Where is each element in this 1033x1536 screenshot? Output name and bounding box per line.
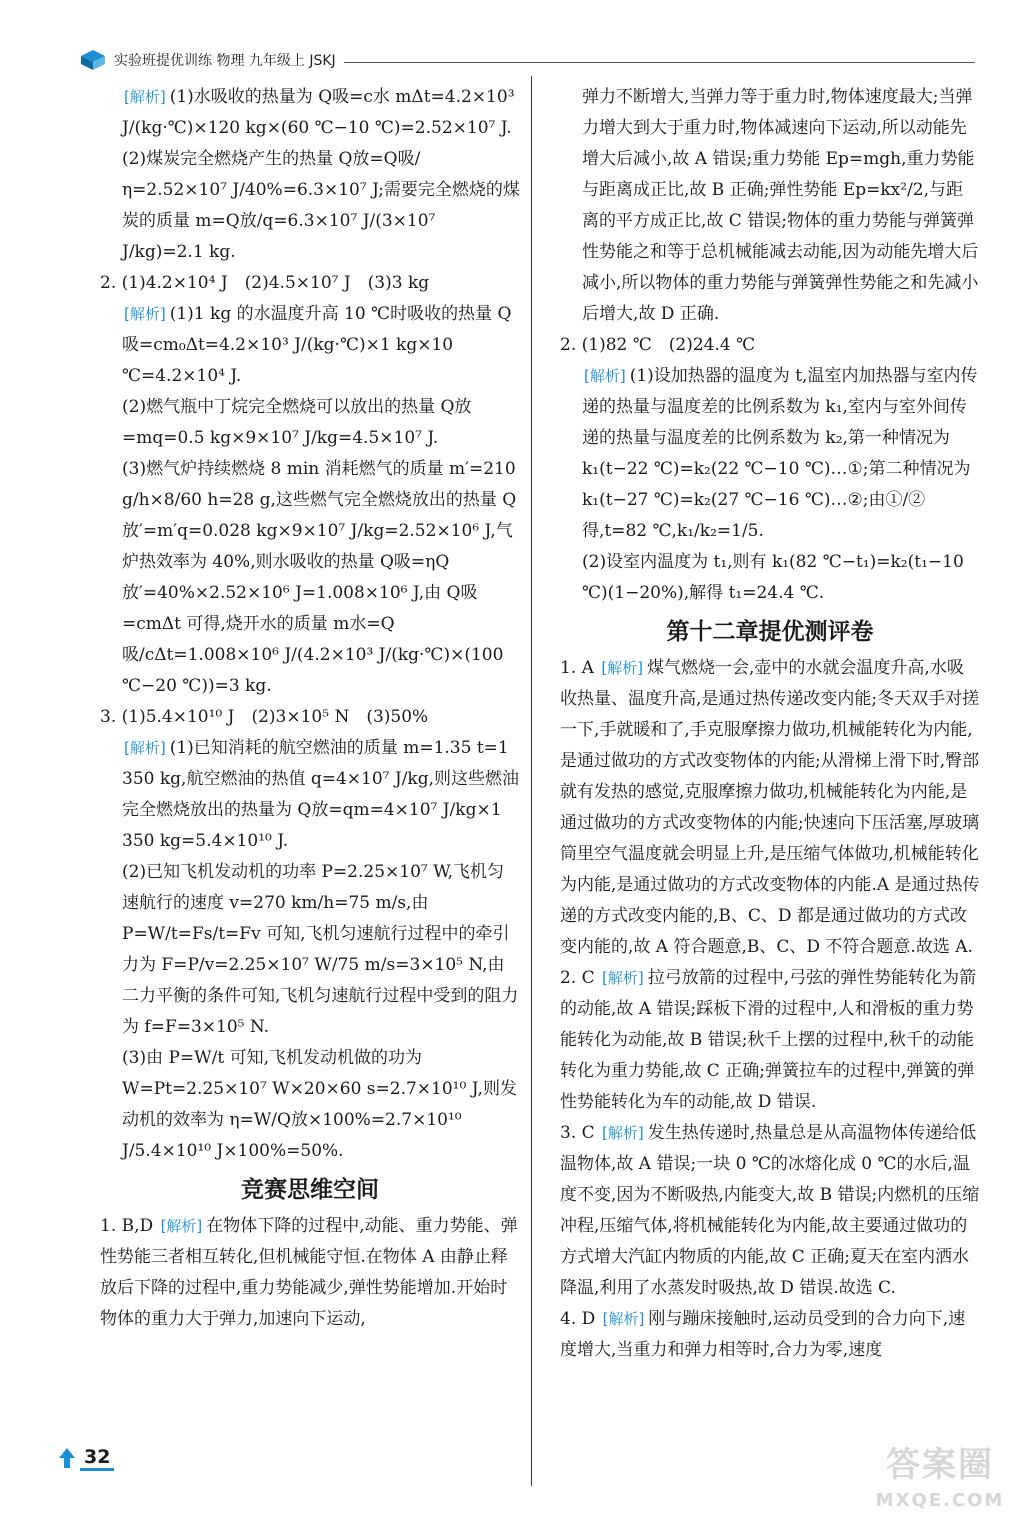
analysis-tag: [解析]: [584, 367, 626, 385]
analysis-tag: [解析]: [124, 305, 166, 323]
left-column: [100, 82, 520, 1335]
answer-paragraph: [100, 144, 520, 268]
question-number: 2.: [100, 273, 122, 293]
answer-paragraph: [100, 1043, 520, 1167]
answer-paragraph: [100, 82, 520, 144]
answer-paragraph: [560, 361, 980, 547]
answer-paragraph: [100, 268, 520, 299]
paragraph-text: 在物体下降的过程中,动能、重力势能、弹性势能三者相互转化,但机械能守恒.在物体 A 由静止释放后下降的过程中,重力势能减少,弹性势能增加.开始时物体的重力大于弹力,加速向下运动,: [100, 1216, 518, 1329]
paragraph-text: 弹力不断增大,当弹力等于重力时,物体速度最大;当弹力增大到大于重力时,物体减速向下运动,所以动能先增大后减小,故 A 错误;重力势能 Ep=mgh,重力势能与距离成正比,故 B 正确;弹性势能 Ep=kx²/2,与距离的平方成正比,故 C 错误;物体的重力势能与弹簧弹性势能之和等于总机械能减去动能,因为动能先增大后减小,所以物体的重力势能与弹簧弹性势能之和先减小后增大,故 D 正确.: [582, 87, 979, 324]
paragraph-text: 发生热传递时,热量总是从高温物体传递给低温物体,故 A 错误;一块 0 ℃的冰熔化成 0 ℃的水后,温度不变,因为不断吸热,内能变大,故 B 错误;内燃机的压缩冲程,压缩气体,将机械能转化为内能,故主要通过做功的方式增大汽缸内物质的内能,故 C 正确;夏天在室内洒水降温,利用了水蒸发时吸热,故 D 错误.故选 C.: [560, 1123, 980, 1298]
analysis-tag: [解析]: [602, 969, 644, 987]
question-number: 4. D: [560, 1309, 601, 1329]
paragraph-text: (1)5.4×10¹⁰ J (2)3×10⁵ N (3)50%: [121, 707, 429, 727]
answer-paragraph: [100, 702, 520, 733]
paragraph-text: 拉弓放箭的过程中,弓弦的弹性势能转化为箭的动能,故 A 错误;踩板下滑的过程中,人和滑板的重力势能转化为动能,故 B 错误;秋千上摆的过程中,秋千的动能转化为重力势能,故 C 正确;弹簧拉车的过程中,弹簧的弹性势能转化为车的动能,故 D 错误.: [560, 968, 977, 1112]
page-footer: [58, 1442, 114, 1474]
paragraph-text: (1)水吸收的热量为 Q吸=c水 mΔt=4.2×10³ J/(kg·℃)×120 kg×(60 ℃−10 ℃)=2.52×10⁷ J.: [122, 87, 515, 138]
answer-paragraph: [100, 733, 520, 857]
question-number: 2. C: [560, 968, 601, 988]
answer-paragraph: [560, 1304, 980, 1366]
answer-paragraph: [560, 82, 980, 330]
answer-paragraph: [100, 1211, 520, 1335]
watermark-site: MXQE.COM: [875, 1490, 1005, 1511]
paragraph-text: (1)已知消耗的航空燃油的质量 m=1.35 t=1 350 kg,航空燃油的热值 q=4×10⁷ J/kg,则这些燃油完全燃烧放出的热量为 Q放=qm=4×10⁷ J/kg×1 350 kg=5.4×10¹⁰ J.: [122, 738, 520, 851]
analysis-tag: [解析]: [124, 88, 166, 106]
answer-paragraph: [100, 857, 520, 1043]
page-header: [80, 48, 975, 72]
up-arrow-icon: [58, 1447, 76, 1469]
answer-paragraph: [100, 454, 520, 702]
paragraph-text: (1)4.2×10⁴ J (2)4.5×10⁷ J (3)3 kg: [121, 273, 430, 293]
paragraph-text: 煤气燃烧一会,壶中的水就会温度升高,水吸收热量、温度升高,是通过热传递改变内能;冬天双手对搓一下,手就暖和了,手克服摩擦力做功,机械能转化为内能,是通过做功的方式改变物体的内能;从滑梯上滑下时,臀部就有发热的感觉,克服摩擦力做功,机械能转化为内能,是通过做功的方式改变物体的内能;快速向下压活塞,厚玻璃筒里空气温度就会明显上升,是压缩气体做功,机械能转化为内能,是通过做功的方式改变物体的内能.A 是通过热传递的方式改变内能的,B、C、D 都是通过做功的方式改变内能的,故 A 符合题意,B、C、D 不符合题意.故选 A.: [560, 658, 980, 957]
question-number: 3. C: [560, 1123, 601, 1143]
paragraph-text: (1)设加热器的温度为 t,温室内加热器与室内传递的热量与温度差的比例系数为 k₁,室内与室外间传递的热量与温度差的比例系数为 k₂,第一种情况为 k₁(t−22 ℃)=k₂(22 ℃−10 ℃)…①;第二种情况为 k₁(t−27 ℃)=k₂(27 ℃−16 ℃)…②;由①/②得,t=82 ℃,k₁/k₂=1/5.: [582, 366, 978, 541]
answer-paragraph: [560, 653, 980, 963]
paragraph-text: (2)设室内温度为 t₁,则有 k₁(82 ℃−t₁)=k₂(t₁−10 ℃)(1−20%),解得 t₁=24.4 ℃.: [582, 552, 964, 603]
paragraph-text: (3)由 P=W/t 可知,飞机发动机做的功为 W=Pt=2.25×10⁷ W×20×60 s=2.7×10¹⁰ J,则发动机的效率为 η=W/Q放×100%=2.7×10¹⁰ J/5.4×10¹⁰ J×100%=50%.: [122, 1048, 517, 1161]
paragraph-text: (1)1 kg 的水温度升高 10 ℃时吸收的热量 Q吸=cm₀Δt=4.2×10³ J/(kg·℃)×1 kg×10 ℃=4.2×10⁴ J.: [122, 304, 512, 386]
watermark-logo: 答案圈: [886, 1445, 994, 1485]
answer-paragraph: [560, 1118, 980, 1304]
watermark: [870, 1440, 1010, 1530]
answer-paragraph: [100, 392, 520, 454]
question-number: 1. B,D: [100, 1216, 159, 1236]
header-rule: [344, 62, 975, 63]
answer-paragraph: [100, 299, 520, 392]
analysis-tag: [解析]: [160, 1217, 203, 1235]
question-number: 3.: [100, 707, 122, 727]
paragraph-text: (2)已知飞机发动机的功率 P=2.25×10⁷ W,飞机匀速航行的速度 v=270 km/h=75 m/s,由 P=W/t=Fs/t=Fv 可知,飞机匀速航行过程中的牵引力为 F=P/v=2.25×10⁷ W/75 m/s=3×10⁵ N,由二力平衡的条件可知,飞机匀速航行过程中受到的阻力为 f=F=3×10⁵ N.: [122, 862, 519, 1037]
answer-paragraph: [560, 330, 980, 361]
paragraph-text: (2)燃气瓶中丁烷完全燃烧可以放出的热量 Q放=mq=0.5 kg×9×10⁷ J/kg=4.5×10⁷ J.: [122, 397, 472, 448]
paragraph-text: (3)燃气炉持续燃烧 8 min 消耗燃气的质量 m′=210 g/h×8/60 h=28 g,这些燃气完全燃烧放出的热量 Q放′=m′q=0.028 kg×9×10⁷ J/kg=2.52×10⁶ J,气炉热效率为 40%,则水吸收的热量 Q吸=ηQ放′=40%×2.52×10⁶ J=1.008×10⁶ J,由 Q吸=cmΔt 可得,烧开水的质量 m水=Q吸/cΔt=1.008×10⁶ J/(4.2×10³ J/(kg·℃)×(100 ℃−20 ℃))=3 kg.: [122, 459, 517, 696]
right-column: [560, 82, 980, 1366]
analysis-tag: [解析]: [124, 739, 166, 757]
paragraph-text: (1)82 ℃ (2)24.4 ℃: [581, 335, 756, 355]
analysis-tag: [解析]: [602, 1310, 645, 1328]
answer-paragraph: [560, 963, 980, 1118]
section-title: 第十二章提优测评卷: [666, 619, 874, 645]
question-number: 1. A: [560, 658, 600, 678]
book-logo-icon: [80, 49, 106, 71]
paragraph-text: 刚与蹦床接触时,运动员受到的合力向下,速度增大,当重力和弹力相等时,合力为零,速度: [560, 1309, 966, 1360]
section-title: 竞赛思维空间: [241, 1177, 379, 1203]
answer-paragraph: [560, 547, 980, 609]
analysis-tag: [解析]: [601, 659, 644, 677]
header-title: 实验班提优训练 物理 九年级上 JSKJ: [114, 53, 336, 69]
analysis-tag: [解析]: [602, 1124, 644, 1142]
paragraph-text: (2)煤炭完全燃烧产生的热量 Q放=Q吸/η=2.52×10⁷ J/40%=6.3×10⁷ J;需要完全燃烧的煤炭的质量 m=Q放/q=6.3×10⁷ J/(3×10⁷ J/kg)=2.1 kg.: [122, 149, 520, 262]
column-divider: [531, 76, 532, 1486]
question-number: 2.: [560, 335, 582, 355]
page-number: 32: [80, 1446, 114, 1471]
